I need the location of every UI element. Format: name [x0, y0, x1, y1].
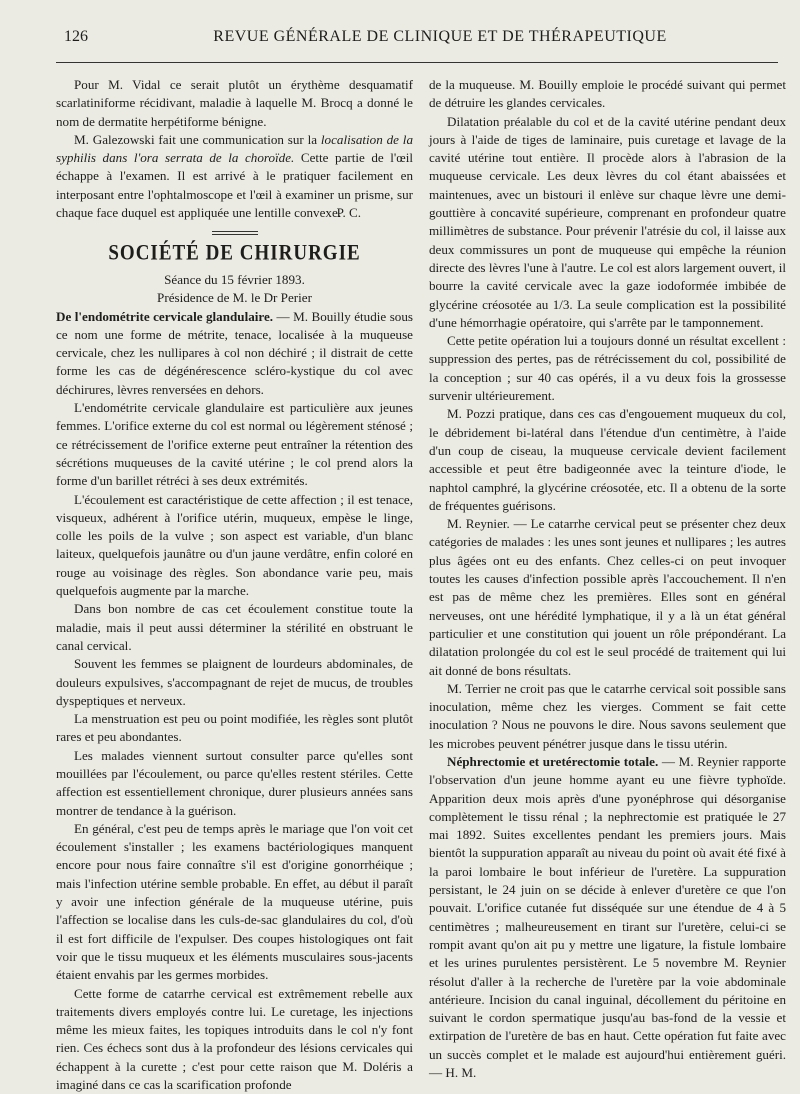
endometrite-heading: De l'endométrite cervicale glandulaire.	[56, 308, 274, 324]
paragraph-douleurs: Souvent les femmes se plaignent de lourdeurs abdominales, de douleurs expulsives, s'accompagnant de rejet de mucus, de troubles dyspeptiques et nerveux.	[56, 656, 413, 708]
paragraph-infection: En général, c'est peu de temps après le mariage que l'on voit cet écoulement s'installer ; les examens bactériologiques manquent encore pour nous faire connaître s'il est d'origine gonorrhéique ; mais l'infection utérine semble probable. En effet, au début il paraît y avoir une infection générale de la muqueuse utérine, puis l'affection se localise dans les culs-de-sac glandulaires du col, d'où il est fort difficile de l'expulser. Des coupes histologiques ont fait voir que le tissu muqueux et les éléments musculaires sous-jacents étaient envahis par les germes morbides.	[56, 820, 413, 983]
paragraph-reynier: M. Reynier. — Le catarrhe cervical peut se présenter chez deux catégories de malades : les unes sont jeunes et nullipares ; les autres plus âgées ont eu des enfants. Chez celles-ci on peut invoquer toutes les causes d'infection possible après l'accouchement. Il n'en est pas de même chez les premières. Elles sont en général nerveuses, ont une hérédité lymphatique, il y a là un état général particulier et une constitution qui jouent un rôle prépondérant. La dilatation prolongée du col est le seul procédé de traitement qui lui ait donné de bons résultats.	[429, 516, 786, 678]
running-header	[0, 28, 800, 54]
paragraph-dilatation: Dilatation préalable du col et de la cavité utérine pendant deux jours à l'aide de tiges de laminaire, puis curetage et lavage de la cavité utérine tout entière. Il procède alors à l'abrasion de la muqueuse cervicale. Les deux lèvres du col étant abaissées et maintenues, avec un bistouri il enlève sur chaque lèvre une demi-gouttière à concavité supérieure, comprenant en profondeur quatre millimètres de substance. Pour prévenir l'atrésie du col, il laisse aux deux commissures un pont de muqueuse qui empêche la réunion directe des lèvres l'une à l'autre. Le col est alors largement ouvert, il bourre la cavité cervicale avec la gaze iodoformée imbibée de glycérine créosotée au 1/3. La seule complication est la possibilité d'une hémorrhagie opératoire, qui s'arrête par le tamponnement.	[429, 113, 786, 330]
paragraph-traitements: Cette forme de catarrhe cervical est extrêmement rebelle aux traitements divers employés contre lui. Le curetage, les injections même les mieux faites, les topiques introduits dans le col n'y font rien. Ces échecs sont dus à la profondeur des lésions cervicales qui échappent à la curette ; c'est pour cette raison que M. Doléris a imaginé dans ce cas la scarification profonde	[56, 985, 413, 1093]
section-title: SOCIÉTÉ DE CHIRURGIE	[108, 240, 361, 266]
galezowski-text-end: Cette partie de l'œil échappe à l'examen. Il est arrivé à le pratiquer facilement en interposant entre l'ophtalmoscope et l'œil à examiner un prisme, sur chaque face duquel est appliquée une lentille convexe.	[56, 150, 413, 221]
paragraph-endometrite	[56, 308, 413, 399]
paragraph-malades: Les malades viennent surtout consulter parce qu'elles sont mouillées par l'écoulement, ou parce qu'elles restent stériles. Cette affection est essentiellement chronique, durer plusieurs années sans montrer de tendance à la guérison.	[56, 747, 413, 818]
nephrectomie-text: — M. Reynier rapporte l'observation d'un jeune homme ayant eu une fièvre typhoïde. Apparition deux mois après d'une pyonéphrose qui désorganise complètement le tissu rénal ; la nephrectomie est pratiquée le 27 mai 1892. Suites excellentes pendant les premiers jours. Mais bientôt la suppuration apparaît au niveau du point où avait été fixé à la paroi lombaire le bout inférieur de l'uretère. La suppuration persistant, le 24 juin on se décide à enlever d'uretère ce que l'on pouvait. L'orifice cutanée fut disséquée sur une étendue de 4 à 5 centimètres ; malheureusement en tirant sur l'uretère, celui-ci se rompit avant qu'on ait pu y mettre une ligature, la fistule lombaire et les urines purulentes persistèrent. Le 5 novembre M. Reynier résolut d'aller à la recherche de l'uretère par la voie abdominale antérieure. Incision du canal inguinal, décollement du péritoine en suivant le cordon spermatique jusqu'au bas-fond de la vessie et extirpation de l'uretère de bas en haut. Cette opération fut faite avec un succès complet et le malade est aujourd'hui entièrement guéri. — H. M.	[429, 753, 786, 1081]
page-number: 126	[64, 28, 88, 45]
left-column	[56, 76, 413, 1094]
session-date: Séance du 15 février 1893.	[164, 271, 305, 287]
paragraph-procede: de la muqueuse. M. Bouilly emploie le procédé suivant qui permet de détruire les glandes cervicales.	[429, 77, 786, 111]
paragraph-vidal: Pour M. Vidal ce serait plutôt un érythème desquamatif scarlatiniforme récidivant, maladie à laquelle M. Brocq a donné le nom de dermatite herpétiforme bénigne.	[56, 77, 413, 129]
paragraph-ecoulement: L'écoulement est caractéristique de cette affection ; il est tenace, visqueux, adhérent à l'orifice utérin, muqueux, empèse le linge, colle les poils de la vulve ; son aspect est variable, d'un blanc laiteux, quelquefois jaunâtre ou d'un jaune verdâtre, enfin coloré en rouge au voisinage des règles. Son abondance varie peu, mais quelquefois augmente par la marche.	[56, 491, 413, 599]
paragraph-jeunes-femmes: L'endométrite cervicale glandulaire est particulière aux jeunes femmes. L'orifice externe du col est normal ou légèrement sténosé ; ce rétrécissement de l'orifice externe peut entraîner la rétention des sécrétions muqueuses de la cavité utérine ; le col prend alors la forme d'un barillet rétréci à ses deux extrémités.	[56, 400, 413, 489]
signature-pc: P. C.	[336, 205, 361, 221]
nephrectomie-heading: Néphrectomie et uretérectomie totale.	[447, 753, 659, 769]
paragraph-terrier: M. Terrier ne croit pas que le catarrhe cervical soit possible sans inoculation, même chez les vierges. Comment se fait cette inoculation ? Nous ne pouvons le dire. Nous savons seulement que les microbes peuvent pénétrer jusque dans le tissu utérin.	[429, 680, 786, 751]
endometrite-text: — M. Bouilly étudie sous ce nom une forme de métrite, tenace, localisée à la muqueuse cervicale, chez les nullipares à col non déchiré ; il distrait de cette forme les cas de dégénérescence scléro-kystique du col avec déchirures, lèvres renversées en dehors.	[56, 308, 413, 397]
paragraph-resultat: Cette petite opération lui a toujours donné un résultat excellent : suppression des pertes, pas de rétrécissement du col, possibilité de la conception ; sur 40 cas opérés, il a vu deux fois la grossesse survenir ultérieurement.	[429, 333, 786, 404]
galezowski-text-start: M. Galezowski fait une communication sur la	[74, 131, 321, 147]
paragraph-nephrectomie	[429, 753, 786, 1082]
presidency-line: Présidence de M. le Dr Perier	[157, 290, 312, 306]
header-rule	[56, 62, 778, 63]
running-title: REVUE GÉNÉRALE DE CLINIQUE ET DE THÉRAPEUTIQUE	[213, 28, 667, 45]
paragraph-sterilite: Dans bon nombre de cas cet écoulement constitue toute la maladie, mais il peut aussi déterminer la stérilité en obstruant le canal cervical.	[56, 601, 413, 653]
galezowski-topic: localisation de la syphilis dans l'ora serrata de la choroïde.	[56, 131, 413, 166]
right-column	[429, 76, 786, 1082]
paragraph-menstruation: La menstruation est peu ou point modifiée, les règles sont plutôt rares et peu abondantes.	[56, 711, 413, 745]
paragraph-pozzi: M. Pozzi pratique, dans ces cas d'engouement muqueux du col, le débridement bi-latéral dans l'étendue d'un centimètre, à l'aide d'un coup de ciseau, la muqueuse cervicale devient facilement accessible et peut être badigeonnée avec la teinture d'iode, le naphtol camphré, la glycérine créosotée, etc. Il a obtenu de la sorte de fréquentes guérisons.	[429, 406, 786, 513]
section-separator	[212, 231, 258, 235]
